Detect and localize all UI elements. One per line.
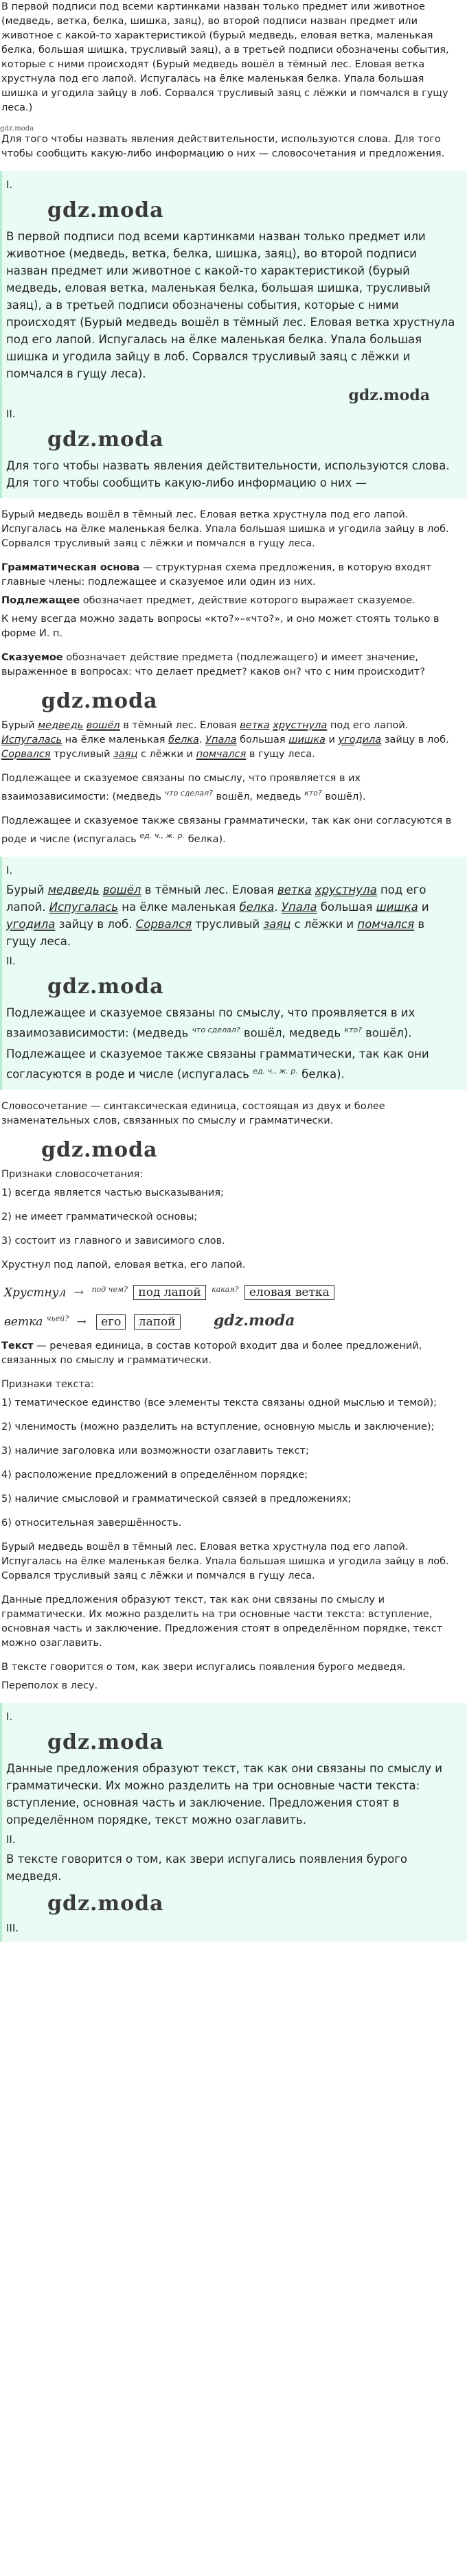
term-text: Текст [1, 1341, 34, 1352]
predicate-word: помчался [196, 749, 247, 760]
intro-paragraph-1: В первой подписи под всеми картинками назван только предмет или животное (медведь, ветка, белка, шишка, заяц), во второй подписи назван предмет или животное с какой-то характеристикой (бурый медведь, еловая ветка, маленькая белка, большая шишка, трусливый заяц), а в третьей подписи обозначены события, которые с ними происходят (Бурый медведь вошёл в тёмный лес. Еловая ветка хрустнула под его лапой. Испугалась на ёлке маленькая белка. Упала большая шишка и угодила зайцу в лоб. Сорвался трусливый заяц с лёжки и помчался в гущу леса.) [1, 1, 449, 113]
text-sign-3: 3) наличие заголовка или возможности озаглавить текст; [1, 1446, 309, 1457]
answer-box-3 [0, 1703, 467, 1942]
arrow-icon: → [73, 1286, 84, 1300]
phrase-scheme-2: ветка $^{чьей?}$ → его лапой gdz.moda [4, 1312, 295, 1330]
story-paragraph: Бурый медведь вошёл в тёмный лес. Еловая ветка хрустнула под его лапой. Испугалась на ёлке маленькая белка. Упала большая шишка и угодила зайцу в лоб. Сорвался трусливый заяц с лёжки и помчался в гущу леса. [1, 509, 449, 549]
subject-word: заяц [113, 749, 138, 760]
question-label: кто? [344, 1025, 362, 1034]
box2-marked-sentences: Бурый медведь вошёл в тёмный лес. Еловая ветка хрустнула под его лапой. Испугалась на ёлке маленькая белка. Упала большая шишка и угодила зайцу в лоб. Сорвался трусливый заяц с лёжки и помчался в гущу леса. [6, 883, 429, 948]
predicate-word: Сорвался [135, 917, 192, 931]
roman-numeral: II. [6, 408, 16, 420]
term-predicate: Сказуемое [1, 652, 63, 663]
text-sign-4: 4) расположение предложений в определённом порядке; [1, 1470, 308, 1481]
answer-box-1-text-1: В первой подписи под всеми картинками назван только предмет или животное (медведь, ветка, белка, шишка, заяц), во второй подписи назван предмет или животное с какой-то характеристикой (бурый медведь, еловая ветка, маленькая белка, большая шишка, трусливый заяц), а в третьей подписи обозначены события, которые с ними происходят (Бурый медведь вошёл в тёмный лес. Еловая ветка хрустнула под его лапой. Испугалась на ёлке маленькая белка. Упала большая шишка и угодила зайцу в лоб. Сорвался трусливый заяц с лёжки и помчался в гущу леса). [6, 230, 455, 380]
phrase-scheme-1: Хрустнул → $^{под чем?}$ под лапой $^{какая?}$ еловая ветка [0, 1282, 467, 1303]
watermark-logo: gdz.moda [47, 1730, 164, 1755]
subject-word: медведь [38, 720, 84, 731]
text-sign-5: 5) наличие смысловой и грамматической связей в предложениях; [1, 1494, 352, 1505]
term-subject: Подлежащее [1, 595, 80, 606]
predicate-word: вошёл [102, 883, 141, 896]
subject-word: медведь [47, 883, 100, 896]
watermark-small: gdz.moda [0, 125, 34, 132]
predicate-word: помчался [357, 917, 415, 931]
text-conclusion-1: Данные предложения образуют текст, так как они связаны по смыслу и грамматически. Их можно разделить на три основные части текста: вступление, основная часть и заключение. Предложения стоят в определённом порядке, текст можно озаглавить. [1, 1594, 443, 1649]
box3-text-2: В тексте говорится о том, как звери испугались появления бурого медведя. [6, 1853, 407, 1883]
intro-paragraph-2: Для того чтобы назвать явления действительности, используются слова. Для того чтобы сообщить какую-либо информацию о них — словосочетания и предложения. [1, 134, 445, 159]
phrase-signs-title: Признаки словосочетания: [1, 1168, 144, 1180]
story-repeat: Бурый медведь вошёл в тёмный лес. Еловая ветка хрустнула под его лапой. Испугалась на ёлке маленькая белка. Упала большая шишка и угодила зайцу в лоб. Сорвался трусливый заяц с лёжки и помчался в гущу леса. [1, 1542, 449, 1582]
question-label: что сделал? [164, 789, 213, 798]
subject-word: ветка [240, 720, 270, 731]
predicate-word: Упала [281, 900, 317, 914]
grammar-base-definition: Грамматическая основа — структурная схема предложения, в которую входят главные члены: подлежащее и сказуемое или один из них. [1, 562, 432, 588]
subject-word: белка [168, 734, 199, 745]
phrase-sign-1: 1) всегда является частью высказывания; [1, 1187, 224, 1198]
predicate-word: хрустнула [315, 883, 377, 896]
subject-definition: Подлежащее обозначает предмет, действие которого выражает сказуемое. [1, 595, 415, 606]
subject-word: заяц [263, 917, 291, 931]
answer-box-2 [0, 857, 467, 1090]
watermark-logo: gdz.moda [47, 198, 164, 222]
predicate-definition: Сказуемое обозначает действие предмета (подлежащего) и имеет значение, выраженное в вопросах: что делает предмет? каков он? что с ним происходит? [1, 652, 425, 677]
watermark-logo: gdz.moda [41, 1137, 158, 1162]
roman-numeral: I. [6, 863, 13, 877]
question-label: что сделал? [192, 1025, 240, 1034]
text-title: Переполох в лесу. [1, 1680, 98, 1692]
predicate-word: Сорвался [1, 749, 51, 760]
phrase-definition: Словосочетание — синтаксическая единица, состоящая из двух и более знаменательных слов, связанных по смыслу и грамматически. [1, 1100, 385, 1126]
phrase-example: Хрустнул под лапой, еловая ветка, его лапой. [1, 1259, 246, 1270]
text-sign-2: 2) членимость (можно разделить на вступление, основную мысль и заключение); [1, 1422, 435, 1433]
subject-questions: К нему всегда можно задать вопросы «кто?»–«что?», и оно может стоять только в форме И. п. [1, 614, 440, 639]
predicate-word: угодила [338, 734, 382, 745]
grammar-label: ед. ч., ж. р. [253, 1067, 298, 1076]
predicate-word: угодила [6, 917, 56, 931]
links-grammatical: Подлежащее и сказуемое также связаны грамматически, так как они согласуются в роде и числе (испугалась $^{ед. ч., ж. р.}$ белка). [1, 815, 452, 845]
phrase-sign-2: 2) не имеет грамматической основы; [1, 1211, 198, 1222]
roman-numeral: II. [6, 1833, 16, 1846]
predicate-word: вошёл [86, 720, 120, 731]
predicate-word: Испугалась [49, 900, 118, 914]
predicate-word: Испугалась [1, 734, 62, 745]
subject-word: шишка [288, 734, 326, 745]
watermark-logo: gdz.moda [41, 689, 158, 713]
box3-text-1: Данные предложения образуют текст, так как они связаны по смыслу и грамматически. Их можно разделить на три основные части текста: вступление, основная часть и заключение. Предложения стоят в определённом порядке, текст можно озаглавить. [6, 1762, 442, 1827]
watermark-logo: gdz.moda [348, 386, 430, 404]
watermark-logo: gdz.moda [214, 1312, 295, 1330]
watermark-logo: gdz.moda [47, 974, 164, 999]
grammar-label: ед. ч., ж. р. [139, 831, 185, 840]
text-signs-title: Признаки текста: [1, 1379, 94, 1391]
roman-numeral: III. [6, 1922, 19, 1935]
marked-sentences: Бурый медведь вошёл в тёмный лес. Еловая ветка хрустнула под его лапой. Испугалась на ёлке маленькая белка. Упала большая шишка и угодила зайцу в лоб. Сорвался трусливый заяц с лёжки и помчался в гущу леса. [1, 720, 449, 760]
text-sign-1: 1) тематическое единство (все элементы текста связаны одной мыслью и темой); [1, 1397, 437, 1409]
predicate-word: Упала [205, 734, 237, 745]
term-grammar-base: Грамматическая основа [1, 562, 140, 573]
roman-numeral: I. [6, 178, 13, 191]
watermark-logo: gdz.moda [47, 1892, 164, 1916]
question-label: кто? [304, 789, 322, 798]
watermark-logo: gdz.moda [47, 428, 164, 452]
text-definition: Текст — речевая единица, в состав которой входит два и более предложений, связанных по смыслу и грамматически. [1, 1341, 422, 1367]
predicate-word: хрустнула [273, 720, 328, 731]
subject-word: шишка [376, 900, 418, 914]
answer-box-1 [0, 171, 467, 498]
subject-word: ветка [277, 883, 312, 896]
arrow-icon: → [76, 1315, 87, 1330]
box2-links-grammatical: Подлежащее и сказуемое также связаны грамматически, так как они согласуются в роде и числе (испугалась $^{ед. ч., ж. р.}$ белка). [6, 1047, 429, 1081]
text-conclusion-2: В тексте говорится о том, как звери испугались появления бурого медведя. [1, 1662, 406, 1673]
box2-links-semantic: Подлежащее и сказуемое связаны по смыслу, что проявляется в их взаимозависимости: (медведь $^{что сделал?}$ вошёл, медведь $^{кто?}$ вошёл). [6, 1006, 415, 1040]
phrase-sign-3: 3) состоит из главного и зависимого слов. [1, 1235, 225, 1246]
links-semantic: Подлежащее и сказуемое связаны по смыслу, что проявляется в их взаимозависимости: (медведь $^{что сделал?}$ вошёл, медведь $^{кто?}$ вошёл). [1, 773, 366, 802]
subject-word: белка [239, 900, 275, 914]
roman-numeral: I. [6, 1710, 13, 1724]
text-sign-6: 6) относительная завершённость. [1, 1518, 182, 1529]
roman-numeral: II. [6, 954, 16, 967]
answer-box-1-text-2: Для того чтобы назвать явления действительности, используются слова. Для того чтобы сообщить какую-либо информацию о них — [6, 459, 450, 489]
